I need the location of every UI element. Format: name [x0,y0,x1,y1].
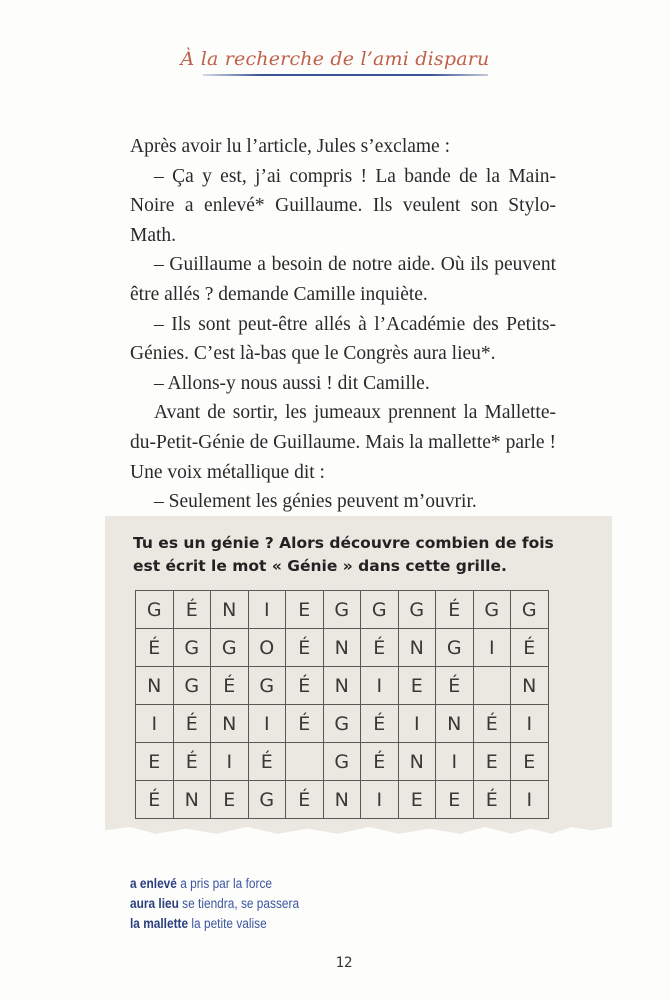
grid-cell: G [323,743,361,781]
grid-row [136,705,549,743]
grid-cell: N [323,629,361,667]
grid-cell: I [436,743,474,781]
grid-cell: I [248,705,286,743]
grid-cell: E [211,781,249,819]
grid-cell: G [323,591,361,629]
grid-cell: I [361,781,399,819]
grid-cell: N [323,781,361,819]
grid-cell: I [473,629,511,667]
glossary-term: aura lieu [130,896,179,911]
grid-cell: É [511,629,549,667]
glossary-term: a enlevé [130,876,177,891]
grid-cell: G [136,591,174,629]
grid-cell: É [473,705,511,743]
grid-cell: É [361,743,399,781]
glossary-definition: se tiendra, se passera [182,896,300,911]
grid-cell: I [211,743,249,781]
grid-cell: G [248,781,286,819]
grid-cell [473,667,511,705]
grid-cell: G [211,629,249,667]
grid-cell: É [436,591,474,629]
grid-cell: E [436,781,474,819]
grid-cell: E [473,743,511,781]
grid-cell: N [398,629,436,667]
grid-cell: E [511,743,549,781]
grid-cell: I [511,781,549,819]
grid-cell: É [473,781,511,819]
grid-cell: G [248,667,286,705]
grid-cell: N [436,705,474,743]
grid-cell: É [286,667,324,705]
grid-cell: G [436,629,474,667]
grid-cell: G [173,667,211,705]
grid-cell: G [173,629,211,667]
grid-cell: E [398,667,436,705]
grid-cell: I [136,705,174,743]
glossary-entry [130,914,299,934]
grid-cell: É [286,781,324,819]
glossary [130,874,299,934]
grid-row [136,591,549,629]
glossary-definition: la petite valise [191,916,267,931]
grid-cell: G [473,591,511,629]
grid-cell: E [398,781,436,819]
grid-row [136,629,549,667]
grid-cell [286,743,324,781]
grid-cell: N [511,667,549,705]
paragraph: – Guillaume a besoin de notre aide. Où ils peuvent être allés ? demande Camille inquiète. [130,254,556,305]
grid-cell: G [361,591,399,629]
glossary-entry [130,874,299,894]
paragraph: Avant de sortir, les jumeaux prennent la Mallette-du-Petit-Génie de Guillaume. Mais la mallette* parle ! Une voix métallique dit : [130,402,556,483]
grid-cell: É [136,781,174,819]
grid-cell: É [361,705,399,743]
grid-cell: I [398,705,436,743]
grid-cell: I [511,705,549,743]
grid-cell: É [248,743,286,781]
grid-cell: G [323,705,361,743]
running-header: À la recherche de l’ami disparu [180,48,490,70]
grid-cell: N [211,705,249,743]
grid-row [136,781,549,819]
grid-cell: G [398,591,436,629]
grid-cell: É [173,591,211,629]
grid-cell: E [286,591,324,629]
glossary-entry [130,894,299,914]
grid-cell: É [173,705,211,743]
grid-cell: I [361,667,399,705]
paragraph: – Allons-y nous aussi ! dit Camille. [154,372,430,394]
grid-cell: É [436,667,474,705]
grid-cell: N [398,743,436,781]
grid-cell: É [361,629,399,667]
grid-cell: N [173,781,211,819]
grid-row [136,667,549,705]
grid-cell: G [511,591,549,629]
paragraph: – Ils sont peut-être allés à l’Académie des Petits-Génies. C’est là-bas que le Congrès aura lieu*. [130,313,556,365]
grid-cell: E [136,743,174,781]
grid-cell: É [286,629,324,667]
grid-cell: N [323,667,361,705]
glossary-term: la mallette [130,916,189,931]
glossary-definition: a pris par la force [180,876,272,891]
grid-row [136,743,549,781]
grid-cell: O [248,629,286,667]
page-number: 12 [335,955,353,971]
paragraph: Après avoir lu l’article, Jules s’exclame : [130,136,451,157]
grid-cell: É [173,743,211,781]
word-search-grid [135,590,549,819]
puzzle-question: Tu es un génie ? Alors découvre combien de fois est écrit le mot « Génie » dans cette grille. [133,534,554,575]
grid-cell: É [136,629,174,667]
grid-cell: N [136,667,174,705]
grid-cell: É [286,705,324,743]
grid-cell: É [211,667,249,705]
story-text [130,132,556,517]
header-underline [203,74,488,76]
grid-cell: N [211,591,249,629]
grid-cell: I [248,591,286,629]
paragraph: – Seulement les génies peuvent m’ouvrir. [154,491,477,513]
paragraph: – Ça y est, j’ai compris ! La bande de la Main-Noire a enlevé* Guillaume. Ils veulent son Stylo-Math. [130,165,556,246]
